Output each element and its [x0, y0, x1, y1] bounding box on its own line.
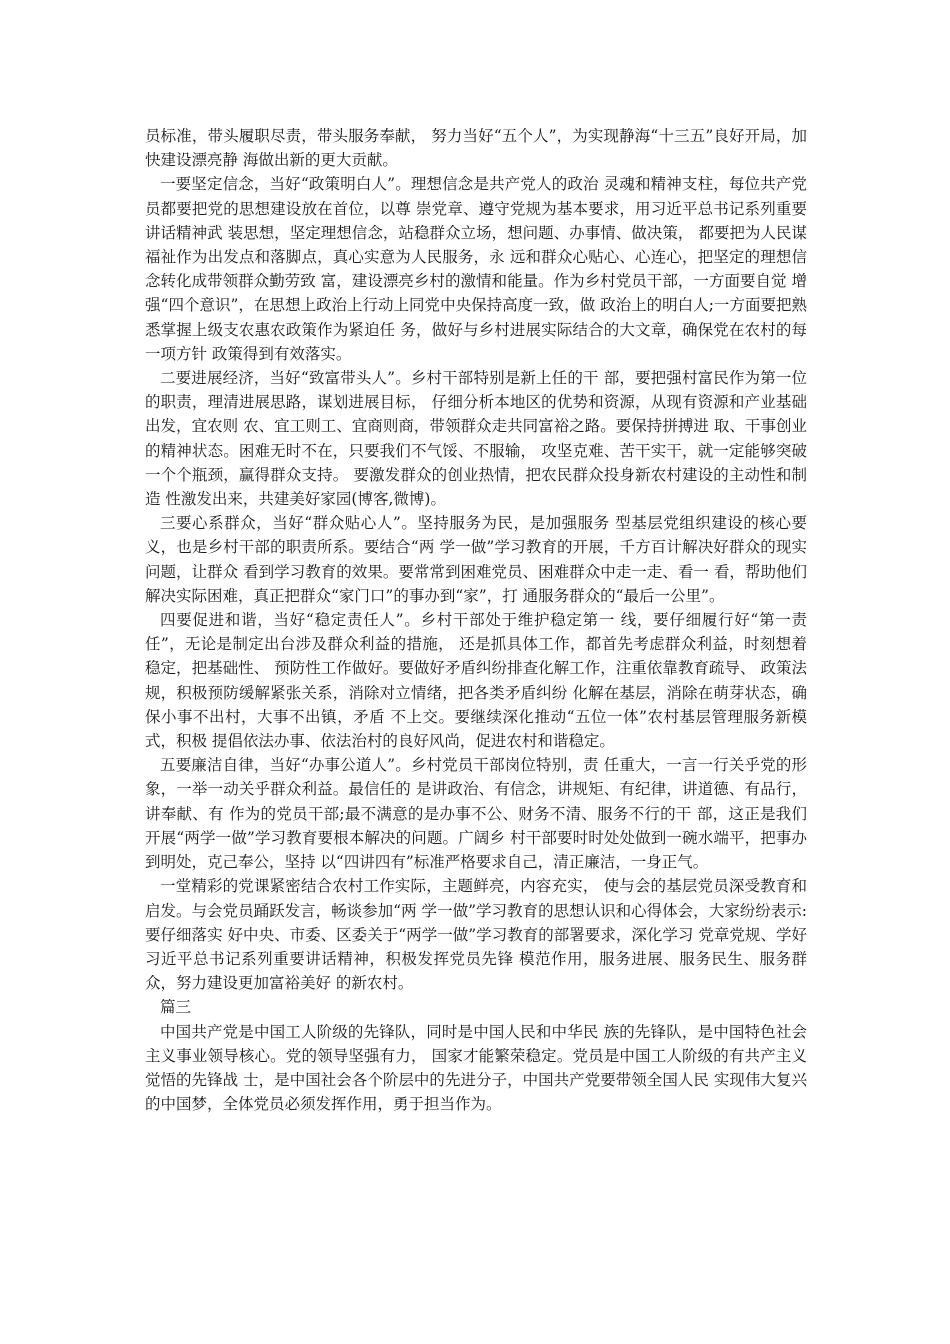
paragraph-promote-harmony: 四要促进和谐，当好“稳定责任人”。乡村干部处于维护稳定第一 线，要仔细履行好“第一责任”，无论是制定出台涉及群众利益的措施， 还是抓具体工作，都首先考虑群众利益，时刻想着稳定，把基础性、 预防性工作做好。要做好矛盾纠纷排查化解工作，注重依靠教育疏导、 政策法规，积极预防缓解紧张关系，消除对立情绪，把各类矛盾纠纷 化解在基层，消除在萌芽状态，确保小事不出村，大事不出镇，矛盾 不上交。要继续深化推动“五位一体”农村基层管理服务新模式，积极 提倡依法办事、依法治村的良好风尚，促进农村和谐稳定。: [145, 611, 807, 751]
paragraph-section-three: 中国共产党是中国工人阶级的先锋队，同时是中国人民和中华民 族的先锋队，是中国特色社会主义事业领导核心。党的领导坚强有力， 国家才能繁荣稳定。党员是中国工人阶级的有共产主义觉悟的先锋战 士，是中国社会各个阶层中的先进分子，中国共产党要带领全国人民 实现伟大复兴的中国梦，全体党员必须发挥作用，勇于担当作为。: [145, 1022, 807, 1114]
paragraph-care-for-masses: 三要心系群众，当好“群众贴心人”。坚持服务为民，是加强服务 型基层党组织建设的核心要义，也是乡村干部的职责所系。要结合“两 学一做”学习教育的开展，千方百计解决好群众的现实问题，让群众 看到学习教育的效果。要常常到困难党员、困难群众中走一走、看一 看，帮助他们解决实际困难，真正把群众“家门口”的事办到“家”，打 通服务群众的“最后一公里”。: [145, 514, 807, 605]
section-heading: 篇三: [160, 998, 192, 1017]
paragraph-summary: 一堂精彩的党课紧密结合农村工作实际，主题鲜亮，内容充实， 使与会的基层党员深受教育和启发。与会党员踊跃发言，畅谈参加“两 学一做”学习教育的思想认识和心得体会，大家纷纷表示:要仔细落实 好中央、市委、区委关于“两学一做”学习教育的部署要求，深化学习 党章党规、学好习近平总书记系列重要讲话精神，积极发挥党员先锋 模范作用，服务进展、服务民生、服务群众，努力建设更加富裕美好 的新农村。: [145, 877, 807, 993]
paragraph-firm-belief: 一要坚定信念，当好“政策明白人”。理想信念是共产党人的政治 灵魂和精神支柱，每位共产党员都要把党的思想建设放在首位，以尊 崇党章、遵守党规为基本要求，用习近平总书记系列重要讲话精神武 装思想，坚定理想信念，站稳群众立场，想问题、办事情、做决策， 都要把为人民谋福祉作为出发点和落脚点，真心实意为人民服务，永 远和群众心贴心、心连心，把坚定的理想信念转化成带领群众勤劳致 富，建设漂亮乡村的激情和能量。作为乡村党员干部，一方面要自觉 增强“四个意识”，在思想上政治上行动上同党中央保持高度一致，做 政治上的明白人;一方面要把熟悉掌握上级支农惠农政策作为紧迫任 务，做好与乡村进展实际结合的大文章，确保党在农村的每一项方针 政策得到有效落实。: [145, 175, 807, 363]
paragraph-integrity: 五要廉洁自律，当好“办事公道人”。乡村党员干部岗位特别，责 任重大，一言一行关乎党的形象，一举一动关乎群众利益。最信任的 是讲政治、有信念，讲规矩、有纪律，讲道德、有品行，讲奉献、有 作为的党员干部;最不满意的是办事不公、财务不清、服务不行的干 部，这正是我们开展“两学一做”学习教育要根本解决的问题。广阔乡 村干部要时时处处做到一碗水端平，把事办到明处，克己奉公，坚持 以“四讲四有”标准严格要求自己，清正廉洁，一身正气。: [145, 756, 807, 872]
paragraph-develop-economy: 二要进展经济，当好“致富带头人”。乡村干部特别是新上任的干 部，要把强村富民作为第一位的职责，理清进展思路，谋划进展目标， 仔细分析本地区的优势和资源，从现有资源和产业基础出发，宜农则 农、宜工则工、宜商则商，带领群众走共同富裕之路。要保持拼搏进 取、干事创业的精神状态。困难无时不在，只要我们不气馁、不服输， 攻坚克难、苦干实干，就一定能够突破一个个瓶颈，赢得群众支持。 要激发群众的创业热情，把农民群众投身新农村建设的主动性和制造 性激发出来，共建美好家园(博客,微博)。: [145, 369, 807, 509]
paragraph-intro: 员标准，带头履职尽责，带头服务奉献， 努力当好“五个人”，为实现静海“十三五”良好开局，加快建设漂亮静 海做出新的更大贡献。: [145, 127, 807, 170]
document-page: [145, 124, 807, 1116]
